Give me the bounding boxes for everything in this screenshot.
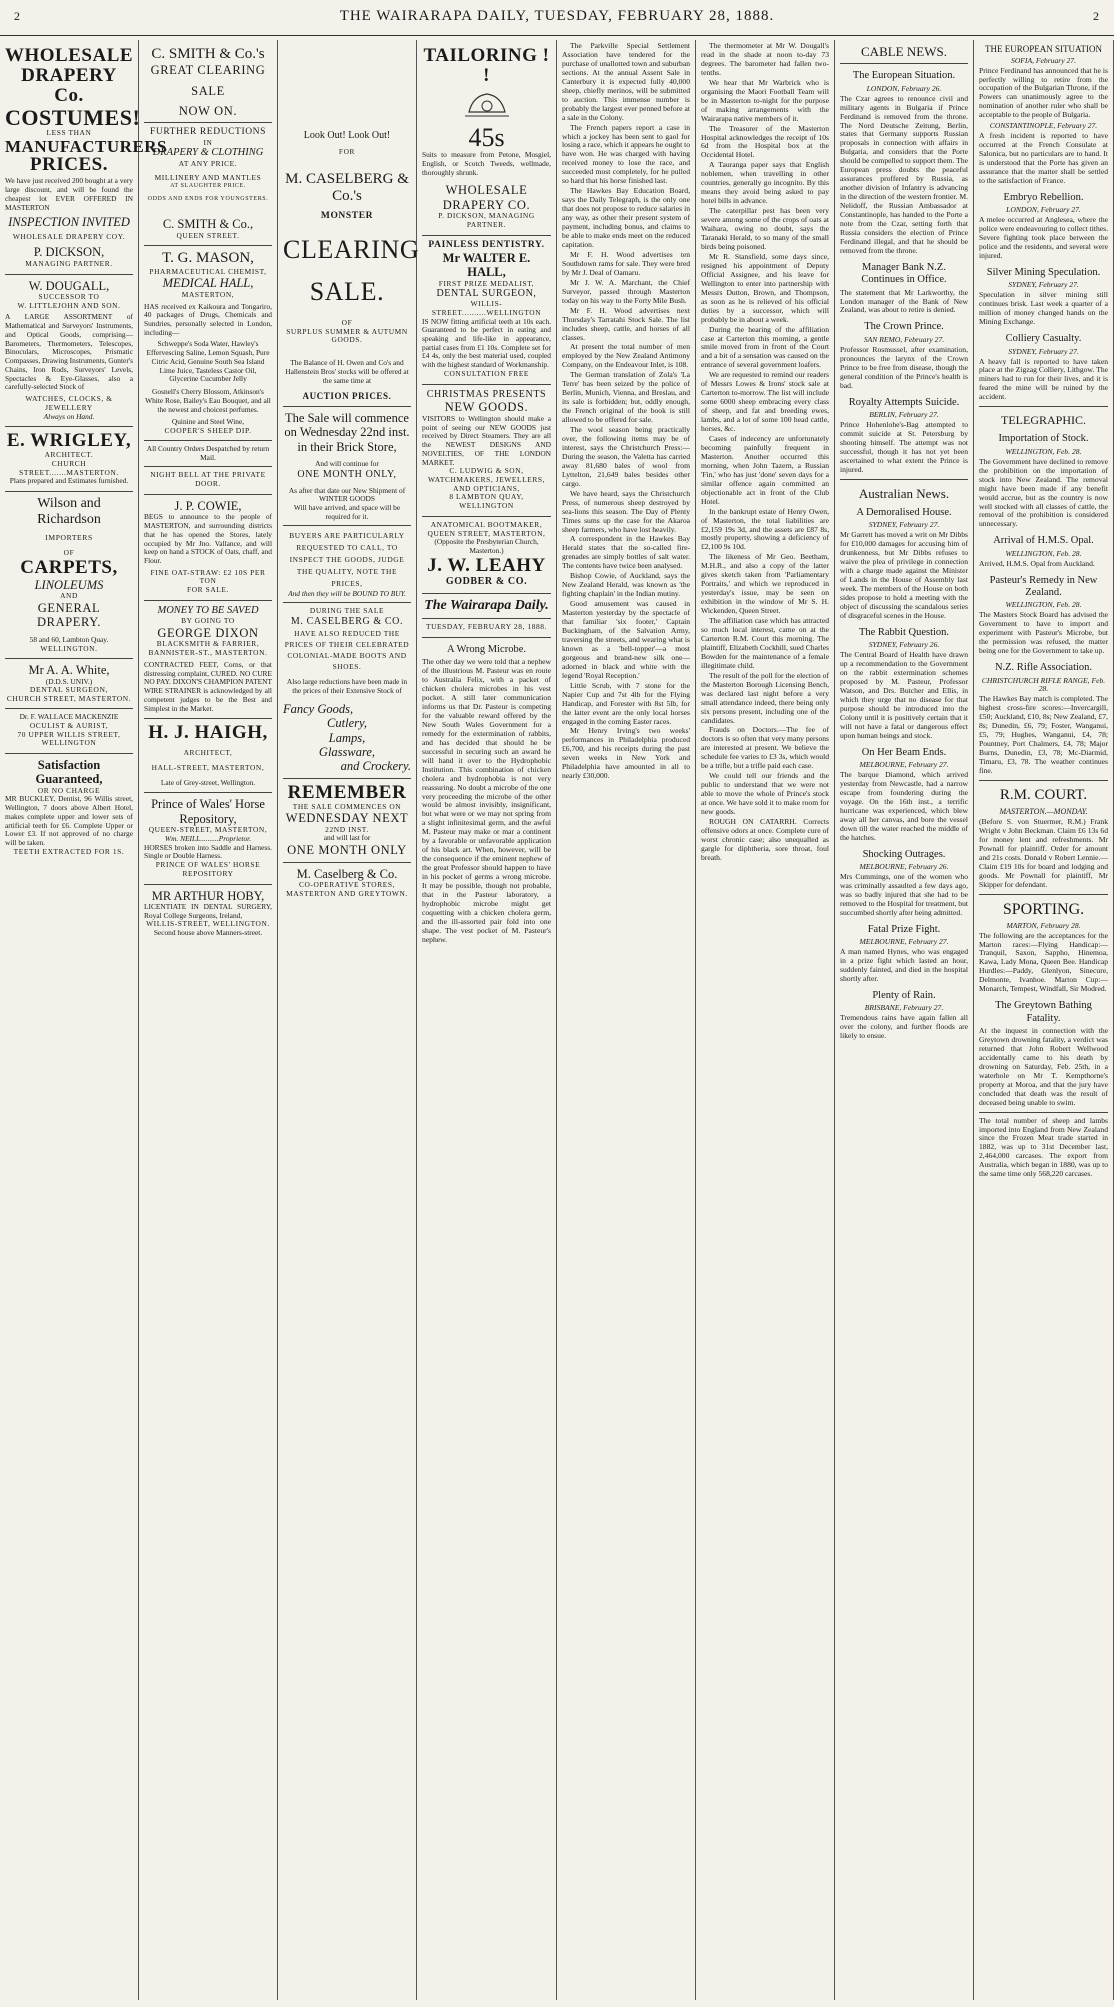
- royal-crest-icon: [463, 90, 511, 120]
- ad-text: OR NO CHARGE: [37, 785, 101, 795]
- news-paragraph: The likeness of Mr Geo. Beetham, M.H.R., and also a copy of the latter gives sketch taken from 'Parliamentary Portraits,' and which we reproduced in yesterday's issue, may be seen on exhibition in the window of Mr S. H. Wickenden, Queen Street.: [701, 552, 829, 616]
- news-paragraph: During the hearing of the affiliation case at Carterton this morning, a gentle smile moved from in front of the Court and a bit of a sensation was caused on the entrance of several government loafers.: [701, 324, 829, 370]
- leahy-bootmaker-advert: [422, 517, 551, 594]
- ad-text: NIGHT BELL AT THE PRIVATE DOOR.: [150, 470, 266, 489]
- ad-text: CONSULTATION FREE: [443, 368, 530, 378]
- ad-body: HAVE ALSO REDUCED THE PRICES OF THEIR CELEBRATED COLONIAL-MADE BOOTS AND SHOES.: [284, 628, 410, 672]
- article-body: Prince Hohenlohe's-Bag attempted to commit suicide at St. Petersburg by shooting himself. The attempt was not successful, though it has not yet been ascertained to what extent the Prince is injured.: [840, 419, 968, 474]
- ad-heading: GREAT CLEARING: [150, 63, 266, 78]
- article-heading: Shocking Outrages.: [862, 848, 946, 860]
- ad-text: Glassware,: [318, 744, 376, 759]
- ad-heading: T. G. MASON,: [162, 250, 254, 267]
- ad-text: BY GOING TO: [181, 616, 235, 626]
- column-3: [278, 40, 420, 2000]
- ad-body: IS NOW fitting artificial teeth at 10s each. Guaranteed to be perfect in eating and speaking and life-like in appearance, partial cases from £1 10s. Complete set for £4 4s, only the best material used, coupled with the highest standard of Workmanship.: [422, 316, 551, 370]
- ad-body: Also large reductions have been made in the prices of their Extensive Stock of: [286, 677, 408, 696]
- article-dateline: LONDON, February 27.: [1006, 205, 1081, 215]
- article-body: A melee occurred at Anglesea, where the police were endeavouring to collect tithes. Severe fighting took place between the police and the residents, and several were injured.: [979, 215, 1108, 261]
- article-heading: A Wrong Microbe.: [447, 643, 526, 655]
- news-paragraph: A correspondent in the Hawkes Bay Herald states that the so-called fire-grenades are simply bottles of salt water. The contents have twice been analysed.: [562, 534, 690, 571]
- column-8: [974, 40, 1114, 2000]
- ad-heading: M. Caselberg & Co.: [296, 866, 398, 881]
- news-paragraph: The Treasurer of the Masterton Hospital acknowledges the receipt of 10s 6d from the Hospital box at the Occidental Hotel.: [701, 123, 829, 160]
- column-2: [139, 40, 278, 2000]
- article-body: The barque Diamond, which arrived yesterday from Newcastle, had a narrow escape from foundering during the voyage. On the 16th inst., a terrific hurricane was experienced, which blew away all her canvas, and bore the vessel down till the water reached the middle of the hatches.: [840, 769, 968, 842]
- ad-body: A LARGE ASSORTMENT of Mathematical and Surveyors' Instruments, and Optical Goods, comprising— Barometers, Thermometers, Telescopes, Binoculars, Microscopes, Prismatic Compasses, Drawing Instruments, Gunter's Chains, Iron Rods, Surveyors' Levels, Spectacles & Eye-Glasses, also a carefully-selected Stock of: [5, 312, 133, 392]
- article-heading: The Rabbit Question.: [858, 626, 950, 638]
- article-dateline: WELLINGTON, Feb. 28.: [1005, 548, 1082, 558]
- article-body: Arrived, H.M.S. Opal from Auckland.: [979, 558, 1095, 568]
- ad-text: Plans prepared and Estimates furnished.: [9, 476, 129, 486]
- ad-heading: WEDNESDAY NEXT: [285, 811, 409, 826]
- ad-text: WATCHMAKERS, JEWELLERS, AND OPTICIANS,: [427, 475, 546, 493]
- ad-text: AND: [60, 591, 78, 601]
- ad-text: FIRST PRIZE MEDALIST,: [438, 278, 535, 288]
- ad-text: PHARMACEUTICAL CHEMIST,: [149, 266, 267, 276]
- news-paragraph: Mr Henry Irving's two weeks' performances in Philadelphia produced £6,700, and his receipts during the past seven weeks in New York and Philadelphia have amounted in all to nearly £30,000.: [562, 726, 690, 781]
- article-body: The following are the acceptances for the Marton races:—Flying Handicap:—Tranquil, Saxon, Sappho, Hinemoa, Kawa, Lady Mona, Queen Bee. Handicap Hurdles:—Paddy, Glenlyon, Sinecure, Delmonte, Ivanhoe. Marton Cup:—Monarch, Tempest, Windfall, Sir Modred.: [979, 930, 1108, 994]
- ad-heading: SALE.: [309, 276, 385, 306]
- ad-heading: MONSTER: [320, 211, 374, 222]
- ad-text: All Country Orders Despatched by return Mail.: [146, 444, 270, 462]
- ad-text: ANATOMICAL BOOTMAKER, QUEEN STREET, MASTERTON,: [427, 519, 546, 538]
- article-subheading: MASTERTON.—MONDAY.: [999, 806, 1088, 816]
- news-paragraph: The thermometer at Mr W. Dougall's read in the shade at noon to-day 73 degrees. The barometer had fallen two-tenths.: [701, 41, 829, 77]
- ad-heading: WHOLESALE DRAPERY CO.: [442, 183, 531, 212]
- section-heading: SPORTING.: [1002, 900, 1085, 918]
- news-paragraph: At present the total number of men employed by the New Zealand Antimony Company, on the Endeavour Inlet, is 108.: [562, 342, 690, 370]
- ad-heading: M. CASELBERG & Co.'s: [285, 170, 409, 204]
- ad-text: OF: [63, 548, 75, 558]
- ad-text: IN: [203, 137, 213, 147]
- ad-text: As after that date our New Shipment of WINTER GOODS: [288, 485, 406, 504]
- article-body: A fresh incident is reported to have occurred at the French Consulate at Salonica, but no particulars are to hand. It is understood that the Porte has given an assurance that the matter shall be settled to the satisfaction of France.: [979, 131, 1108, 185]
- ad-body: BUYERS ARE PARTICULARLY REQUESTED TO CALL, TO INSPECT THE GOODS, JUDGE THE QUALITY, NOTE THE PRICES,: [289, 531, 405, 588]
- ad-text: MANAGING PARTNER.: [25, 258, 113, 268]
- buckley-dentist-advert: [5, 754, 133, 862]
- column-6: [696, 40, 835, 2000]
- ad-text: Wm. NEILL..........Proprietor.: [164, 833, 252, 843]
- ad-body: CONTRACTED FEET, Corns, or that distressing complaint, CURED. NO CURE NO PAY. DIXON'S CHAMPION PATENT WIRE STRAINER is acknowledged by all competent judges to be the Best and Simplest in the Market.: [144, 659, 272, 713]
- ad-text: W. DOUGALL,: [28, 278, 110, 293]
- ad-body: Gosnell's Cherry Blossom, Atkinson's White Rose, Bailey's Eau Bouquet, and all the newest and choicest perfumes.: [145, 387, 271, 414]
- ad-text: Always on Hand.: [43, 411, 95, 421]
- ad-heading: DRAPERY & CLOTHING: [152, 147, 264, 159]
- news-paragraph: The result of the poll for the election of the Masterton Borough Licensing Bench, was declared last night before a very small attendance indeed, there being only six persons present, including one of the candidates.: [701, 670, 829, 725]
- news-paragraph: Little Scrub, with 7 stone for the Napier Cup and 7st 4lb for the Flying Handicap, and Forester with 8st 5lb, for the latter event are the only local horses engaged in the coming Easter races.: [562, 680, 690, 726]
- ad-heading: Look Out! Look Out!: [303, 130, 391, 141]
- ad-text: TEETH EXTRACTED FOR 1S.: [13, 846, 125, 856]
- ad-text: 70 UPPER WILLIS STREET, WELLINGTON: [17, 729, 121, 748]
- ad-heading: COSTUMES!: [5, 104, 141, 130]
- ad-text: 8 LAMBTON QUAY, WELLINGTON: [449, 492, 524, 511]
- article-body: The Central Board of Health have drawn up a recommendation to the Government on the rabbit extermination schemes proposed by M. Pasteur, Professor Watson, and Drs. Butcher and Ellis, in which they urge that no disease for that purpose should be introduced into the Colony until it is positively certain that it will not have a fatal or dangerous effect upon human beings and stock.: [840, 650, 968, 740]
- ad-heading: NOW ON.: [178, 104, 238, 118]
- article-heading: Importation of Stock.: [998, 433, 1089, 445]
- hoby-dentist-advert: [144, 885, 272, 943]
- ad-text: (D.D.S. UNIV.): [45, 676, 93, 686]
- section-heading: TELEGRAPHIC.: [1001, 413, 1086, 428]
- ad-text: OCULIST & AURIST,: [29, 720, 109, 730]
- news-paragraph: The wool season being practically over, the following items may be of interest, says the Christchurch Press:—During the season, the Valetta has carried away 81,680 bales of wool from Lyttelton, 21,649 bales besides other cargo.: [562, 425, 690, 488]
- news-paragraph: Mr F. H. Wood advertises ten Southdown rams for sale. They were bred by Mr J. Deal of Oamaru.: [562, 249, 690, 277]
- ad-heading: MR ARTHUR HOBY,: [151, 888, 265, 903]
- ad-body: Schweppe's Soda Water, Hawley's Effervescing Saline, Lemon Squash, Pure Citric Acid, Genuine South Sea Island Lime Juice, Tasteless Castor Oil, Glycerine Cucumber Jelly: [146, 339, 270, 384]
- article-heading: Colliery Casualty.: [1005, 333, 1082, 345]
- ad-text: COOPER'S SHEEP DIP.: [164, 426, 252, 436]
- ad-text: AT SLAUGHTER PRICE.: [170, 183, 246, 190]
- news-paragraph: The Hawkes Bay Education Board, says the Daily Telegraph, is the only one that does not propose to reduce salaries in any way, as other their present system of payment, including bonus, and claims to be able to make ends meet on the reduced capitation.: [562, 186, 690, 249]
- article-dateline: SOFIA, February 27.: [1011, 55, 1076, 65]
- news-paragraph: The affiliation case which has attracted so much local interest, came on at the Carterton R.M. Court this morning. The plaintiff, Elizabeth Cockhill, sued Charles Bowden for the maintenance of a female illegitimate child.: [701, 616, 829, 670]
- ad-text: MILLINERY AND MANTLES: [154, 173, 262, 183]
- ad-heading: AUCTION PRICES.: [302, 391, 392, 402]
- ad-text: WHOLESALE DRAPERY COY.: [12, 231, 126, 241]
- ad-text: W. LITTLEJOHN AND SON.: [17, 300, 121, 310]
- article-heading: Silver Mining Speculation.: [986, 267, 1101, 279]
- news-paragraph: In the bankrupt estate of Henry Owen, of Masterton, the total liabilities are £2,159 19s 3d, and the assets are £87 8s, mostly property, showing a deficiency of £2,100 9s 10d.: [701, 506, 829, 552]
- article-body: A heavy fall is reported to have taken place at the Zigzag Colliery, Lithgow. The miners had to run for their lives, and it is feared the mine will be ruined by the accident.: [979, 356, 1108, 402]
- article-dateline: BRISBANE, February 27.: [864, 1003, 944, 1013]
- ad-heading: NEW GOODS.: [444, 400, 529, 415]
- article-dateline: BERLIN, February 27.: [869, 409, 939, 419]
- article-heading: Arrival of H.M.S. Opal.: [993, 535, 1094, 547]
- ad-text: QUEEN STREET.: [176, 230, 240, 240]
- ad-text: And then they will be BOUND TO BUY.: [288, 588, 406, 598]
- christmas-presents-advert: [422, 385, 551, 517]
- news-paragraph: A Tauranga paper says that English noblemen, when travelling in other countries, generally go incognito. By this means they avoid being asked to pay hotel bills in advance.: [701, 160, 829, 206]
- wilson-richardson-advert: [5, 492, 133, 659]
- ad-heading: J. W. LEAHY: [427, 554, 546, 576]
- article-dateline: LONDON, February 26.: [866, 83, 942, 93]
- column-5: [557, 40, 696, 2000]
- ad-text: CO-OPERATIVE STORES,: [298, 879, 396, 889]
- ad-text: Will have arrived, and space will be required for it.: [293, 502, 401, 521]
- ad-text: FOR SALE.: [187, 585, 229, 595]
- article-heading: A Demoralised House.: [856, 506, 952, 518]
- ad-heading: CHRISTMAS PRESENTS: [426, 388, 547, 400]
- ad-heading: PAINLESS DENTISTRY.: [428, 239, 545, 250]
- ad-heading: 45s: [468, 122, 505, 152]
- ad-text: ARCHITECT.: [44, 450, 94, 460]
- article-heading: Royalty Attempts Suicide.: [848, 396, 960, 408]
- article-body: Mr Garrett has moved a writ on Mr Dibbs for £10,000 damages for accusing him of drunkenness, but Mr Dibbs refuses to waive the plea of privilege in connection with a charge made against the Minister of Lands in the House of Assembly last week. The members of the House on both sides propose to hold a meeting with the object of discussing the scandalous series of disgraceful scenes in the House.: [840, 530, 968, 620]
- ad-heading: M. CASELBERG & CO.: [290, 616, 404, 628]
- article-dateline: SYDNEY, February 27.: [1008, 346, 1079, 356]
- article-heading: The Greytown Bathing Fatality.: [995, 1000, 1092, 1024]
- ad-heading: Wilson and Richardson: [37, 496, 101, 528]
- ad-heading: PRICES.: [30, 154, 108, 176]
- article-body: Prince Ferdinand has announced that he is perfectly willing to retire from the occupation of the Bulgarian Throne, if the Powers can unanimously agree to the nomination of another ruler who shall be acceptable to the people of Bulgaria.: [979, 65, 1108, 120]
- article-dateline: MELBOURNE, February 27.: [859, 759, 949, 769]
- article-heading: Fatal Prize Fight.: [867, 923, 941, 935]
- ad-body: VISITORS to Wellington should make a point of seeing our NEW GOODS just received by Direct Steamers. They are all the NEWEST DESIGNS AND NOVELTIES, OF THE LONDON MARKET.: [422, 413, 551, 467]
- ad-heading: DENTAL SURGEON,: [436, 288, 537, 300]
- article-heading: The European Situation.: [852, 70, 956, 82]
- column-4: [417, 40, 557, 2000]
- news-paragraph: Good amusement was caused in Masterton yesterday by the spectacle of that familiar 'six footer,' Captain Buckingham, of the Salvation Army, traversing the streets, and wearing what is known as a 'bell-topper'—a most gorgeous and brand-new silk one—adorned in black and white with the legend 'Royal Reception.': [562, 599, 690, 680]
- section-heading: Australian News.: [858, 485, 950, 501]
- article-body: The other day we were told that a nephew of the illustrious M. Pasteur was en route to Australia Felix, with a packet of chicken cholera microbes in his vest pocket. A still later communication informs us that Dr. Pasteur is competing for the valuable reward offered by the New South Wales Government for a remedy for the extermination of rabbits, and has decided that should he be successful in securing such an award he will hand it over to the Hydrophobic Institution. This combination of chicken cholera and hydrophobia is not very reassuring. No doubt a microbe of the one very proceeding the microbe of the other would be almost invisibly, insignificant, but what were or we may not spring from a slight infinitesimal germ, and the awful M. Pasteur may make or mar a continent by a favorable or unfavorable application of his black art. When, however, will be the consequence if the eminent nephew of the great Professor should happen to have in his pocket of germs a wrong microbe. It may be possible, though not probable, that in the Pasteur laboratory, a hydrophobic microbe might get coquetting with a chicken cholera germ, and the ill-assorted pair fold into one shape. The vest pocket of M. Pasteur's nephew.: [422, 657, 551, 944]
- article-dateline: WELLINGTON, Feb. 28.: [1005, 446, 1082, 456]
- ad-heading: Prince of Wales' Horse Repository,: [151, 797, 265, 826]
- wholesale-drapery-advert: [5, 42, 168, 275]
- ad-heading: Satisfaction Guaranteed,: [35, 757, 103, 787]
- ad-text: and Crockery.: [340, 759, 411, 774]
- article-dateline: SYDNEY, February 27.: [868, 520, 940, 530]
- page-number-left: 2: [14, 9, 21, 23]
- ad-text: QUEEN-STREET, MASTERTON,: [148, 825, 268, 835]
- wrigley-advert: [5, 427, 133, 492]
- article-heading: Plenty of Rain.: [872, 989, 936, 1001]
- ad-text: Quinine and Steel Wine,: [171, 417, 245, 427]
- ad-text: SUCCESSOR TO: [38, 291, 100, 301]
- ad-text: Second house above Manners-street.: [153, 928, 263, 938]
- article-body: The statement that Mr Larkworthy, the London manager of the Bank of New Zealand, was about to retire is denied.: [840, 287, 968, 315]
- ad-text: HALL-STREET, MASTERTON,: [151, 762, 265, 772]
- article-dateline: WELLINGTON, Feb. 28.: [1005, 600, 1082, 610]
- ad-text: P. DICKSON,: [33, 245, 105, 260]
- news-paragraph: Bishop Cowie, of Auckland, says the New Zealand Herald, was known as 'the fighting chaplain' in the Indian mutiny.: [562, 571, 690, 599]
- news-paragraph: Mr J. W. A. Marchant, the Chief Surveyor, passed through Masterton today on his way to the Forty Mile Bush.: [562, 277, 690, 305]
- article-dateline: MARTON, February 28.: [1006, 920, 1081, 930]
- ad-heading: DRAPERY Co.: [21, 64, 117, 106]
- ad-text: IMPORTERS: [45, 533, 93, 543]
- news-paragraph: ROUGH ON CATARRH. Corrects offensive odors at once. Complete cure of worst chronic case; also unequalled as gargle for diphtheria, sore throat, foul breath.: [701, 817, 829, 862]
- ad-text: Fancy Goods,: [283, 701, 354, 716]
- ad-heading: ONE MONTH ONLY: [287, 843, 407, 858]
- ad-heading: H. J. HAIGH,: [148, 722, 268, 744]
- dixon-blacksmith-advert: [144, 601, 272, 719]
- news-paragraph: We hear that Mr Warbrick who is organising the Maori Football Team will be in Masterton to-night for the purpose of making arrangements with the Wairarapa native members of it.: [701, 77, 829, 123]
- news-paragraph: The Parkville Special Settlement Association have tendered for the purchase of unallotted town and suburban sections. At the annual Assent Sale in Canterbury it is expected fully 40,000 sheep, chiefly merinos, will be submitted to auction. This immense number is probably the largest ever penned before at a sale in the Colony.: [562, 41, 690, 122]
- ad-heading: GENERAL DRAPERY.: [37, 601, 101, 630]
- ad-text: FOR: [338, 146, 356, 156]
- ad-text: Lamps,: [328, 730, 366, 745]
- article-heading: The Crown Prince.: [864, 321, 944, 333]
- ad-heading: J. P. COWIE,: [174, 498, 242, 513]
- ad-text: DENTAL SURGEON,: [29, 685, 109, 695]
- article-heading: N.Z. Rifle Association.: [994, 662, 1093, 674]
- ad-text: P. DICKSON, MANAGING PARTNER.: [438, 211, 535, 229]
- section-heading: CABLE NEWS.: [861, 44, 947, 59]
- ad-body: The Balance of H. Owen and Co's and Hallenstein Bros' stocks will be offered at the same time at: [285, 358, 409, 385]
- news-paragraph: Mr R. Stansfield, some days since, resigned his appointment of Deputy Official Assignee, and his leave for Wellington to enter into partnership with Messrs Dutton, Brown, and Thompson, as soon as he is relieved of his official duties by a successor, which will probably be in about a week.: [701, 251, 829, 324]
- ad-text: BANNISTER-ST., MASTERTON.: [148, 648, 268, 658]
- ad-heading: REMEMBER: [287, 781, 407, 803]
- ad-text: (Opposite the Presbyterian Church, Masterton.): [434, 537, 539, 556]
- prince-of-wales-advert: [144, 793, 272, 884]
- ad-body: HORSES broken into Saddle and Harness. Single or Double Harness.: [144, 842, 272, 861]
- ad-text: ODDS AND ENDS FOR YOUNGSTERS.: [147, 196, 269, 203]
- mason-chemist-advert: [144, 246, 272, 495]
- ad-heading: Mr WALTER E. HALL,: [442, 250, 531, 280]
- ad-heading: MEDICAL HALL,: [162, 276, 254, 291]
- ad-body: MR BUCKLEY, Dentist, 96 Willis street, Wellington, 7 doors above Albert Hotel, makes complete upper and lower sets of artificial teeth for £6. Complete Upper or Lower £3. If not approved of no charge will be taken.: [5, 794, 133, 848]
- ad-text: C. LUDWIG & SON,: [449, 466, 524, 476]
- ad-text: Cutlery,: [327, 716, 367, 731]
- news-paragraph: Cases of indecency are unfortunately becoming painfully frequent in Masterton. Another occurred this morning, when John Tazern, a Russian 'Fin,' who has just 'done' seven days for a similar offence again committed an objectionable act in front of the Club Hotel.: [701, 433, 829, 506]
- ad-text: Late of Grey-street, Wellington.: [160, 777, 256, 787]
- ad-text: WILLIS-STREET, WELLINGTON.: [146, 919, 270, 929]
- ad-text: FINE OAT-STRAW: £2 10S PER TON: [150, 567, 266, 586]
- ad-heading: CARPETS,: [20, 556, 118, 578]
- column-7: [835, 40, 974, 2000]
- ad-text: AT ANY PRICE.: [178, 158, 238, 168]
- ad-text: ARCHITECT,: [183, 748, 233, 758]
- editorial-masthead: [422, 594, 551, 638]
- ad-body: LICENTIATE IN DENTAL SURGERY, Royal College Surgeons, Ireland,: [144, 901, 272, 920]
- news-paragraph: Frauds on Doctors.—The fee of doctors is so often that very many persons are interested at present. We believe the schedule fee varies to £3 3s, which would be a trifle, but a trifle paid each case.: [701, 725, 830, 771]
- article-body: Speculation in silver mining still continues brisk. Last week a quarter of a million of money changed hands on the Mining Exchange.: [979, 290, 1108, 327]
- article-heading: Embryo Rebellion.: [1003, 191, 1084, 203]
- article-body: (Before S. von Stuermer, R.M.) Frank Wright v John Beckman. Claim £6 13s 6d for money lent and refreshments. Mr Pownall for plaintiff. Order for amount and 21s costs. Donald v Robert Lennie.—Claim £19 10s for board and lodging and goods. Mr Pownall for plaintiff, Mr Skipper for defendant.: [979, 817, 1108, 889]
- ad-text: And will continue for: [315, 458, 379, 468]
- ad-heading: MANUFACTURERS: [5, 136, 168, 156]
- ad-heading: C. SMITH & Co.,: [162, 217, 254, 232]
- article-body: Professor Rosmussel, after examination, pronounces the larynx of the Crown Prince to be free from disease, though the general condition of the Prince's health is bad.: [840, 344, 968, 390]
- article-dateline: CHRISTCHURCH RIFLE RANGE, Feb. 28.: [981, 675, 1106, 694]
- article-body: The Government have declined to remove the prohibition on the importation of stock into New Zealand. The removal might have been made if any benefit would accrue, but as the country is now well stocked with all classes of cattle, the removal of the prohibition is considered unnecessary.: [979, 456, 1108, 529]
- ad-text: LINOLEUMS: [34, 577, 104, 592]
- news-paragraph: Mr F. H. Wood advertises next Thursday's Tarratahi Stock Sale. The list includes sheep, cattle, and horses of all classes.: [562, 305, 690, 342]
- article-dateline: MELBOURNE, February 27.: [859, 937, 949, 947]
- ad-heading: The Sale will commence on Wednesday 22nd inst. in their Brick Store,: [284, 410, 410, 454]
- caselberg-advert: [283, 42, 420, 903]
- c-smith-advert: [144, 42, 272, 246]
- ad-text: WILLIS-STREET..........WELLINGTON: [431, 299, 542, 317]
- hall-dentistry-advert: [422, 236, 551, 385]
- ad-heading: GODBER & CO.: [445, 575, 528, 587]
- article-dateline: SAN REMO, February 27.: [863, 334, 945, 344]
- article-body: Tremendous rains have again fallen all over the colony, and further floods are likely to ensue.: [840, 1013, 968, 1041]
- article-dateline: SYDNEY, February 27.: [1008, 280, 1079, 290]
- ad-body: BEGS to announce to the people of MASTERTON, and surrounding districts that he has opened the Stores, lately occupied by Mr Jno. Vallance, and will keep on hand a STOCK of Oats, chaff, and Flour.: [144, 512, 272, 565]
- news-paragraph: The caterpillar pest has been very severe among some of the crops of oats at Waihara, owing no doubt, says the Taranaki Herald, to so many of the small birds being poisoned.: [701, 206, 829, 251]
- ad-text: CHURCH STREET.......MASTERTON.: [19, 458, 119, 477]
- ad-heading: E. WRIGLEY,: [6, 430, 132, 452]
- newspaper-masthead-title: THE WAIRARAPA DAILY, TUESDAY, FEBRUARY 28, 1888.: [339, 8, 775, 24]
- article-heading: Pasteur's Remedy in New Zealand.: [989, 574, 1098, 599]
- ad-heading: ONE MONTH ONLY,: [297, 468, 397, 480]
- ad-text: PRINCE OF WALES' HORSE REPOSITORY: [155, 860, 261, 878]
- ad-text: OF: [341, 317, 353, 327]
- article-body: The Masters Stock Board has advised the Government to have to import and experiment with Pasteur's Microbe, but the permission was refused, the matter being one for the Government to take up.: [979, 610, 1108, 656]
- ad-heading: WHOLESALE: [5, 45, 134, 66]
- white-dental-advert: [5, 659, 133, 754]
- ad-heading: SALE: [191, 83, 225, 98]
- article-body: The total number of sheep and lambs imported into England from New Zealand since the Frozen Meat trade started in 1882, was up to 31st December last, 2,464,000 carcases. The export from Australia, which began in 1880, was up to the same time only 568,220 carcases.: [979, 1115, 1108, 1179]
- article-body: Mrs Cummings, one of the women who was criminally assaulted a few days ago, was so badly injured that she had to be removed to the Hospital for treatment, but succumbed shortly after being admitted.: [840, 871, 969, 917]
- article-dateline: CONSTANTINOPLE, February 27.: [989, 121, 1098, 131]
- haigh-architect-advert: [144, 719, 272, 793]
- article-heading: Manager Bank N.Z. Continues in Office.: [861, 261, 947, 286]
- ad-text: INSPECTION INVITED: [8, 215, 130, 230]
- ad-heading: Mr A. A. White,: [28, 663, 110, 678]
- article-dateline: MELBOURNE, February 26.: [859, 861, 949, 871]
- article-heading: On Her Beam Ends.: [861, 746, 947, 758]
- ad-heading: C. SMITH & Co.'s: [151, 46, 265, 62]
- section-heading: R.M. COURT.: [999, 787, 1088, 803]
- ad-body: Suits to measure from Petone, Mosgiel, English, or Scotch Tweeds, wellmade, thoroughly shrunk.: [422, 150, 551, 177]
- ad-text: LESS THAN: [46, 127, 92, 137]
- ad-text: and will last for: [323, 833, 371, 843]
- ad-text: WATCHES, CLOCKS, & JEWELLERY: [25, 394, 113, 412]
- news-paragraph: The German translation of Zola's 'La Terre' has been seized by the police of Berlin, Munich, Vienna, and Breslau, and its sale is forbidden; but, oddly enough, the French original of the book is still allowed to be offered for sale.: [562, 370, 690, 425]
- ad-text: Dr. F. WALLACE MACKENZIE: [19, 712, 119, 722]
- article-body: At the inquest in connection with the Greytown drowning fatality, a verdict was returned that John Robert Wellwood accidentally came to his death by drowning on Saturday, Feb. 25th, in a waterhole on Mr T. Kempthorne's property at Moroa, and that the jury have concluded that death was the result of deceased being unable to swim.: [979, 1026, 1108, 1107]
- ad-text: DURING THE SALE: [309, 606, 385, 616]
- dougall-advert: [5, 275, 133, 428]
- ad-heading: CLEARING: [283, 235, 420, 265]
- section-heading: THE EUROPEAN SITUATION: [985, 44, 1102, 54]
- tailoring-advert: [422, 42, 551, 236]
- ad-text: 22ND INST.: [325, 824, 369, 834]
- ad-heading: TAILORING ! !: [423, 45, 550, 86]
- ad-text: THE SALE COMMENCES ON: [292, 801, 402, 811]
- editorial-date: TUESDAY, FEBRUARY 28, 1888.: [425, 622, 548, 632]
- page-number-right: 2: [1093, 9, 1100, 23]
- ad-text: SURPLUS SUMMER & AUTUMN GOODS.: [286, 326, 408, 345]
- cowie-advert: [144, 495, 272, 601]
- ad-text: WELLINGTON.: [40, 643, 98, 653]
- news-paragraph: We are requested to remind our readers of Messrs Lowes & Irons' stock sale at Carterton to-morrow. The list will include some 6000 sheep embracing every class of sheep, and fat and breeding ewes, lambs, and a lot of some 100 head cattle, horses, &c.: [701, 370, 829, 434]
- article-dateline: SYDNEY, February 26.: [868, 640, 940, 650]
- ad-text: CHURCH STREET, MASTERTON.: [6, 694, 132, 704]
- editorial-title: The Wairarapa Daily.: [424, 597, 549, 613]
- column-1: [0, 40, 168, 2000]
- ad-text: BLACKSMITH & FARRIER,: [156, 639, 260, 649]
- news-paragraph: We have heard, says the Christchurch Press, of numerous sheep destroyed by sea-lions this season. The Day of Plenty Times sums up the case for the Akaroa sheep farmers, who have lost heavily.: [562, 488, 690, 534]
- article-body: The Hawkes Bay match is completed. The highest cross-fire scores:—Invercargill, £50; Auckland, £10, 8s; New Zealand, £7, 8s; Dunedin, £6, 79; Foster, Wanganui, £5, 79; Hughes, Wanganui, £4, 78; Pountney, Port Chalmers, £4, 78; Major Burns, Dunedin, £3, 78; Mc-Diarmid, Timaru, £3, 78. The weather continues fine.: [979, 694, 1108, 776]
- news-paragraph: We could tell our friends and the public to understand that we were not able to move the whole of Prince's stock at once. We have sold it to make room for new goods.: [701, 771, 829, 817]
- ad-heading: FURTHER REDUCTIONS: [149, 127, 267, 138]
- ad-text: MASTERTON,: [181, 289, 235, 299]
- masthead: [0, 0, 1114, 36]
- article-body: A man named Hynes, who was engaged in a prize fight which lasted an hour, suddenly fainted, and died in the hospital shortly after.: [840, 946, 968, 983]
- ad-body: We have just received 200 bought at a very large discount, and will be found the cheapest lot EVER OFFERED IN MASTERTON: [5, 176, 133, 212]
- ad-body: HAS received ex Kaikoura and Tongariro, 40 packages of Drugs, Chemicals and Sundries, personally selected in London, including—: [144, 301, 272, 337]
- ad-text: 58 and 60, Lambton Quay.: [29, 634, 109, 644]
- ad-text: MASTERTON AND GREYTOWN.: [286, 888, 408, 898]
- article-body: The Czar agrees to renounce civil and military agents in Bulgaria if Prince Ferdinand is removed from the throne. The Nord Deutsche Zeitung, Berlin, states that Germany supports Russian proposals in connection with affairs in Bulgaria, and considers that the Porte should be compelled to support them. The European press doubts the peaceful assurances proffered by Russia, as another division of Infantry is advancing in the direction of the western frontier. M. Nelidoff, the Russian Ambassador at Constantinople, has handed to the Porte a note from the Czar, setting forth that Russia considers the election of Prince Ferdinand illegal, and that he should be removed from the throne.: [840, 93, 968, 255]
- ad-heading: GEORGE DIXON: [157, 626, 259, 641]
- ad-heading: MONEY TO BE SAVED: [157, 604, 259, 616]
- news-paragraph: The French papers report a case in which a jockey has been sent to gaol for losing a race, which it appears he ought to have won. He was charged with having received money to lose the race, and succeeded most completely, for he pulled so hard that his horse finished last.: [562, 122, 690, 186]
